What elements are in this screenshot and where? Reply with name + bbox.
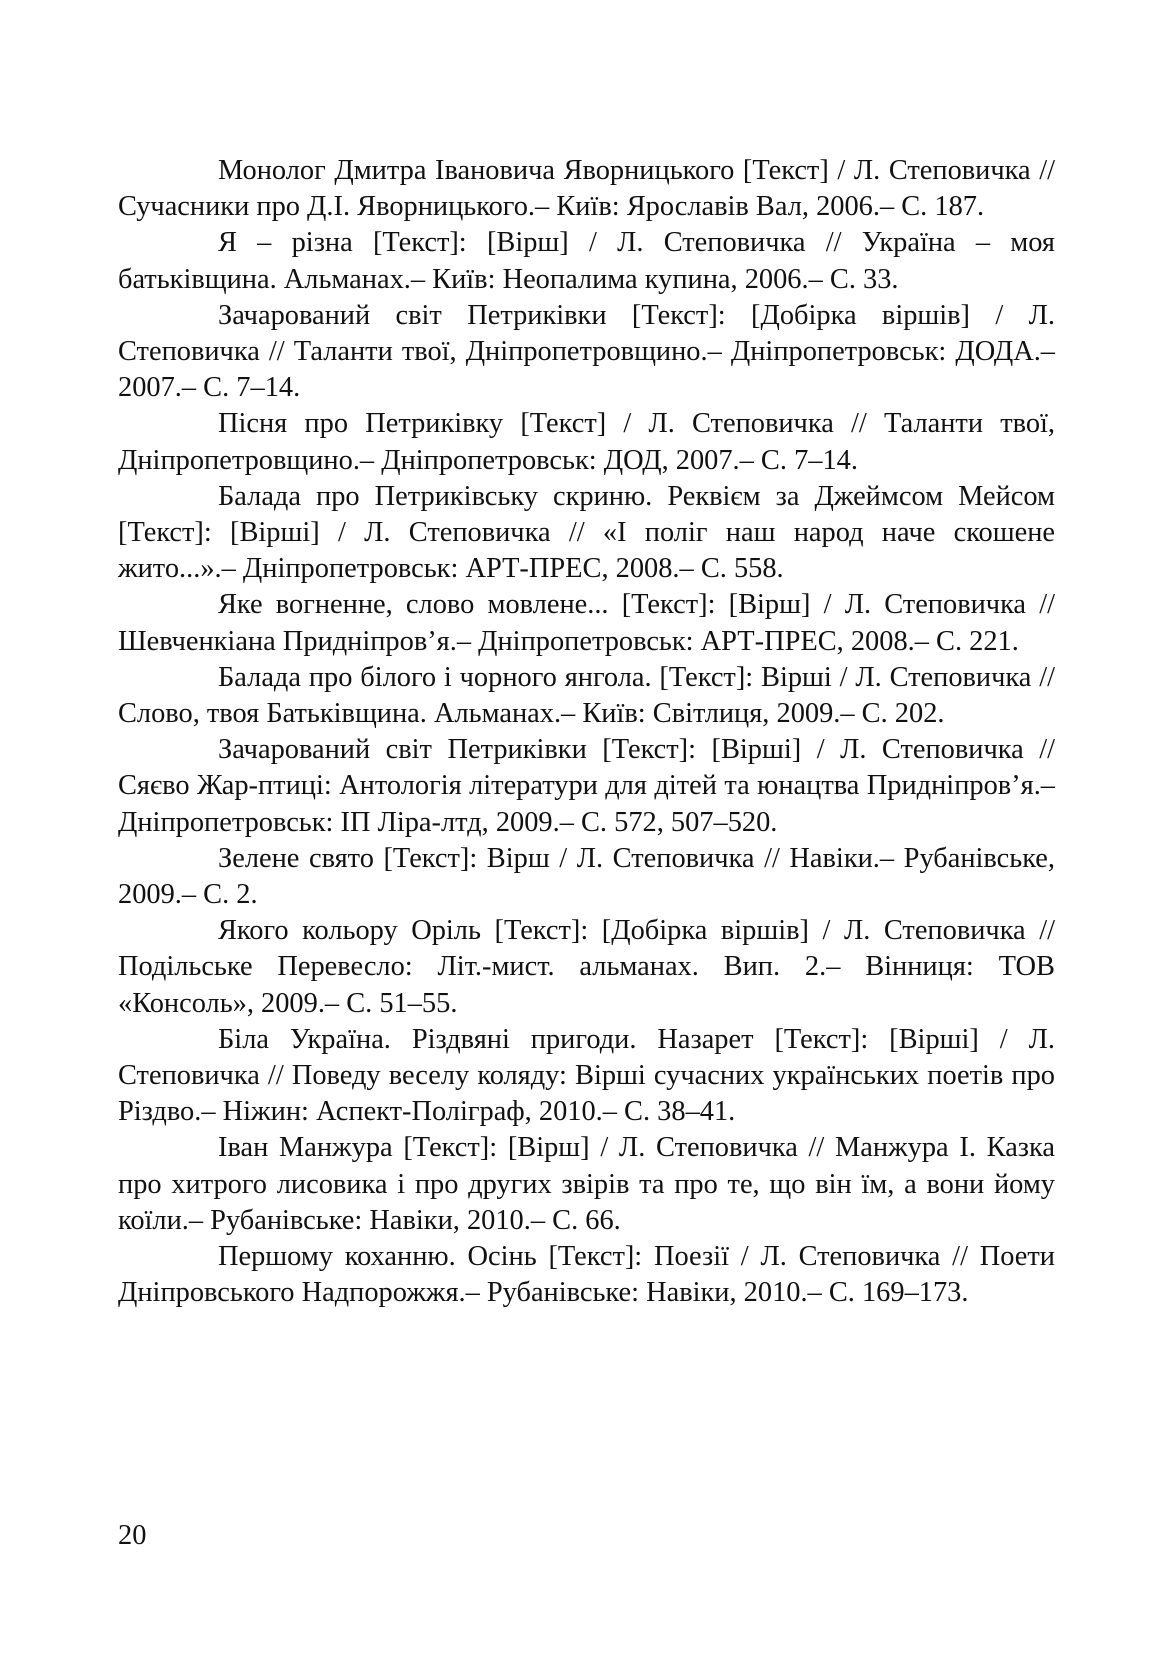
bibliography-entry: Балада про Петриківську скриню. Реквієм за Джеймсом Мейсом [Текст]: [Вірші] / Л. Степовичка // «І поліг наш народ наче скошене жито...».– Дніпропетровськ: АРТ-ПРЕС, 2008.– С. 558. (118, 480, 1055, 585)
bibliography-list (118, 153, 1055, 1312)
bibliography-entry: Іван Манжура [Текст]: [Вірш] / Л. Степовичка // Манжура І. Казка про хитрого лисовика і про других звірів та про те, що він їм, а вони йому коїли.– Рубанівське: Навіки, 2010.– С. 66. (118, 1132, 1055, 1236)
bibliography-entry: Яке вогненне, слово мовлене... [Текст]: [Вірш] / Л. Степовичка // Шевченкіана Придніпров’я.– Дніпропетровськ: АРТ-ПРЕС, 2008.– С. 221. (118, 589, 1055, 657)
bibliography-entry: Зелене свято [Текст]: Вірш / Л. Степовичка // Навіки.– Рубанівське, 2009.– С. 2. (118, 842, 1055, 911)
bibliography-entry: Я – різна [Текст]: [Вірш] / Л. Степовичка // Україна – моя батьківщина. Альманах.– Київ: Неопалима купина, 2006.– С. 33. (118, 227, 1055, 295)
bibliography-entry: Зачарований світ Петриківки [Текст]: [Добірка віршів] / Л. Степовичка // Таланти твої, Дніпропетровщино.– Дніпропетровськ: ДОДА.– 2007.– С. 7–14. (118, 299, 1055, 404)
bibliography-entry: Біла Україна. Різдвяні пригоди. Назарет [Текст]: [Вірші] / Л. Степовичка // Поведу веселу коляду: Вірші сучасних українських поетів про Різдво.– Ніжин: Аспект-Поліграф, 2010.– С. 38–41. (118, 1023, 1055, 1128)
bibliography-entry: Зачарований світ Петриківки [Текст]: [Вірші] / Л. Степовичка // Сяєво Жар-птиці: Антологія літератури для дітей та юнацтва Придніпров’я.– Дніпропетровськ: ІП Ліра-лтд, 2009.– С. 572, 507–520. (118, 734, 1055, 838)
bibliography-entry: Якого кольору Оріль [Текст]: [Добірка віршів] / Л. Степовичка // Подільське Перевесло: Літ.-мист. альманах. Вип. 2.– Вінниця: ТОВ «Консоль», 2009.– С. 51–55. (118, 915, 1055, 1019)
bibliography-entry: Балада про білого і чорного янгола. [Текст]: Вірші / Л. Степовичка // Слово, твоя Батьківщина. Альманах.– Київ: Світлиця, 2009.– С. 202. (118, 661, 1055, 730)
bibliography-entry: Першому коханню. Осінь [Текст]: Поезії / Л. Степовичка // Поети Дніпровського Надпорожжя.– Рубанівське: Навіки, 2010.– С. 169–173. (118, 1241, 1055, 1309)
bibliography-entry: Монолог Дмитра Івановича Яворницького [Текст] / Л. Степовичка // Сучасники про Д.І. Яворницького.– Київ: Ярославів Вал, 2006.– С. 187. (118, 155, 1055, 223)
page-number: 20 (118, 1520, 147, 1551)
bibliography-entry: Пісня про Петриківку [Текст] / Л. Степовичка // Таланти твої, Дніпропетровщино.– Дніпропетровськ: ДОД, 2007.– С. 7–14. (118, 408, 1055, 476)
